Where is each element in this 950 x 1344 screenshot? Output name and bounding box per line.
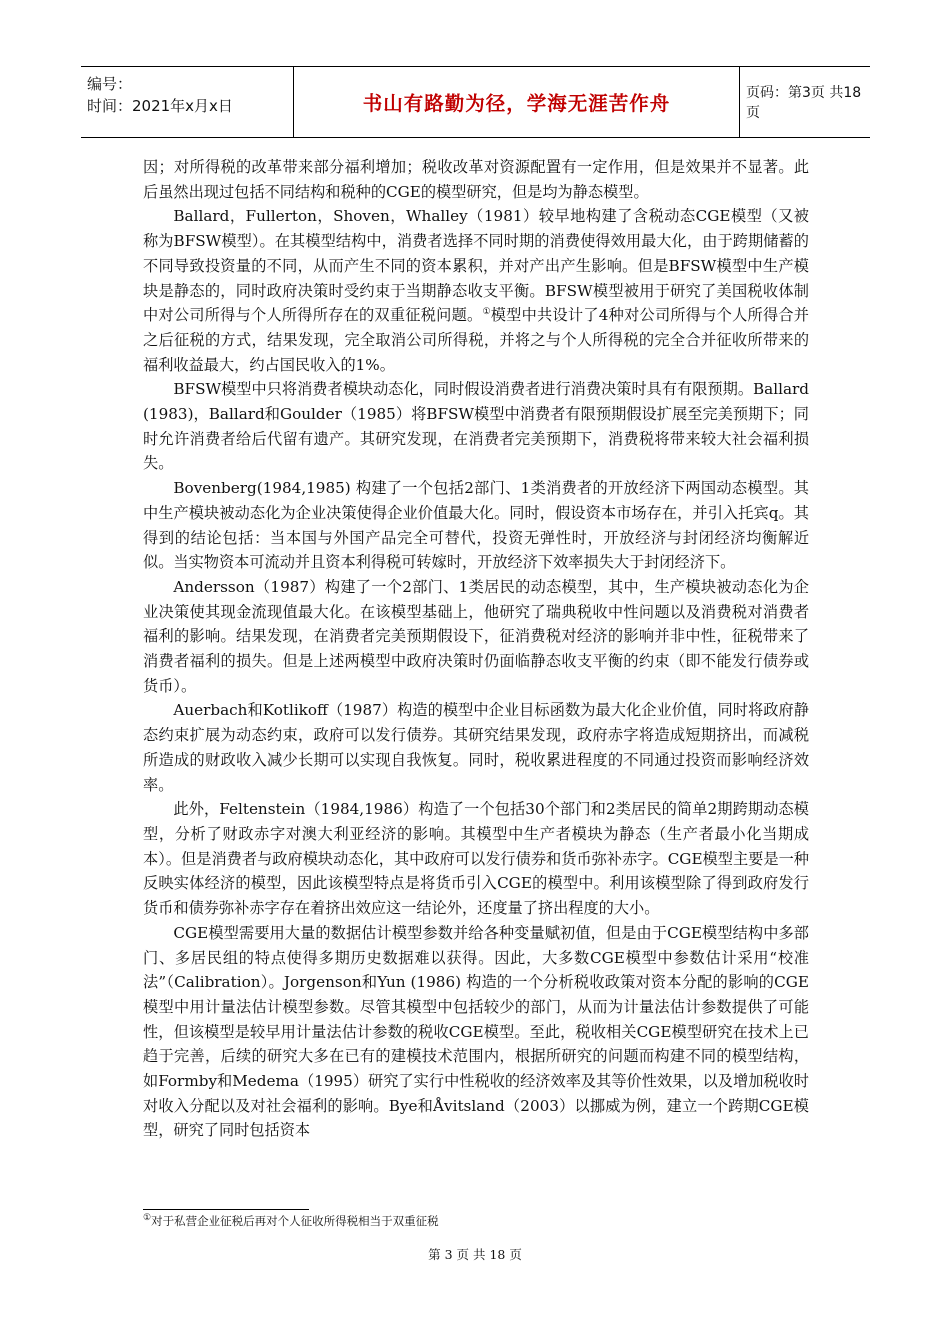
paragraph: Auerbach和Kotlikoff（1987）构造的模型中企业目标函数为最大化企业价值，同时将政府静态约束扩展为动态约束，政府可以发行债券。其研究结果发现，政府赤字将造成短期挤出，而减税所造成的财政收入减少长期可以实现自我恢复。同时，税收累进程度的不同通过投资而影响经济效率。 bbox=[143, 701, 809, 794]
paragraph: 此外，Feltenstein（1984,1986）构造了一个包括30个部门和2类居民的简单2期跨期动态模型，分析了财政赤字对澳大利亚经济的影响。其模型中生产者模块为静态（生产者最小化当期成本）。但是消费者与政府模块动态化，其中政府可以发行债券和货币弥补赤字。CGE模型主要是一种反映实体经济的模型，因此该模型特点是将货币引入CGE的模型中。利用该模型除了得到政府发行货币和债券弥补赤字存在着挤出效应这一结论外，还度量了挤出程度的大小。 bbox=[143, 800, 809, 918]
page-header bbox=[81, 66, 870, 138]
header-time-label: 时间：2021年x月x日 bbox=[87, 97, 233, 115]
paragraph-text: 模型中共设计了4种对公司所得与个人所得合并之后征税的方式，结果发现，完全取消公司所得税，并将之与个人所得税的完全合并征收所带来的福利收益最大，约占国民收入的1%。 bbox=[143, 306, 809, 374]
header-number-label: 编号： bbox=[87, 75, 133, 93]
footnote-divider bbox=[143, 1209, 309, 1210]
paragraph: BFSW模型中只将消费者模块动态化，同时假设消费者进行消费决策时具有有限预期。Ballard (1983)，Ballard和Goulder（1985）将BFSW模型中消费者有限预期假设扩展至完美预期下；同时允许消费者给后代留有遗产。其研究发现，在消费者完美预期下，消费税将带来较大社会福利损失。 bbox=[143, 380, 809, 473]
document-body bbox=[143, 155, 809, 1143]
footnote-mark: ① bbox=[143, 1213, 152, 1224]
footnote-text: 对于私营企业征税后再对个人征收所得税相当于双重征税 bbox=[151, 1214, 439, 1228]
paragraph bbox=[143, 204, 809, 377]
page-footer: 第 3 页 共 18 页 bbox=[428, 1247, 522, 1262]
header-motto: 书山有路勤为径，学海无涯苦作舟 bbox=[294, 67, 740, 137]
footnote-reference[interactable]: ① bbox=[482, 307, 491, 318]
footnote bbox=[143, 1212, 809, 1230]
header-meta bbox=[81, 67, 294, 137]
paragraph: CGE模型需要用大量的数据估计模型参数并给各种变量赋初值，但是由于CGE模型结构中多部门、多居民组的特点使得多期历史数据难以获得。因此，大多数CGE模型中参数估计采用“校准法”（Calibration）。Jorgenson和Yun (1986) 构造的一个分析税收政策对资本分配的影响的CGE模型中用计量法估计模型参数。尽管其模型中包括较少的部门，从而为计量法估计参数提供了可能性，但该模型是较早用计量法估计参数的税收CGE模型。至此，税收相关CGE模型研究在技术上已趋于完善，后续的研究大多在已有的建模技术范围内，根据所研究的问题而构建不同的模型结构，如Formby和Medema（1995）研究了实行中性税收的经济效率及其等价性效果，以及增加税收时对收入分配以及对社会福利的影响。Bye和Åvitsland（2003）以挪威为例，建立一个跨期CGE模型，研究了同时包括资本 bbox=[143, 923, 809, 1140]
paragraph: 因；对所得税的改革带来部分福利增加；税收改革对资源配置有一定作用，但是效果并不显著。此后虽然出现过包括不同结构和税种的CGE的模型研究，但是均为静态模型。 bbox=[143, 158, 809, 201]
paragraph: Bovenberg(1984,1985) 构建了一个包括2部门、1类消费者的开放经济下两国动态模型。其中生产模块被动态化为企业决策使得企业价值最大化。同时，假设资本市场存在，并引入托宾q。其得到的结论包括：当本国与外国产品完全可替代，投资无弹性时，开放经济与封闭经济均衡解近似。当实物资本可流动并且资本利得税可转嫁时，开放经济下效率损失大于封闭经济下。 bbox=[143, 479, 809, 572]
paragraph-text: Ballard，Fullerton，Shoven，Whalley（1981）较早地构建了含税动态CGE模型（又被称为BFSW模型）。在其模型结构中，消费者选择不同时期的消费使得效用最大化，由于跨期储蓄的不同导致投资量的不同，从而产生不同的资本累积，并对产出产生影响。但是BFSW模型中生产模块是静态的，同时政府决策时受约束于当期静态收支平衡。BFSW模型被用于研究了美国税收体制中对公司所得与个人所得所存在的双重征税问题。 bbox=[143, 207, 809, 325]
paragraph: Andersson（1987）构建了一个2部门、1类居民的动态模型，其中，生产模块被动态化为企业决策使其现金流现值最大化。在该模型基础上，他研究了瑞典税收中性问题以及消费税对消费者福利的影响。结果发现，在消费者完美预期假设下，征消费税对经济的影响并非中性，征税带来了消费者福利的损失。但是上述两模型中政府决策时仍面临静态收支平衡的约束（即不能发行债券或货币）。 bbox=[143, 577, 809, 695]
header-page-info: 页码：第3页 共18页 bbox=[746, 85, 862, 121]
